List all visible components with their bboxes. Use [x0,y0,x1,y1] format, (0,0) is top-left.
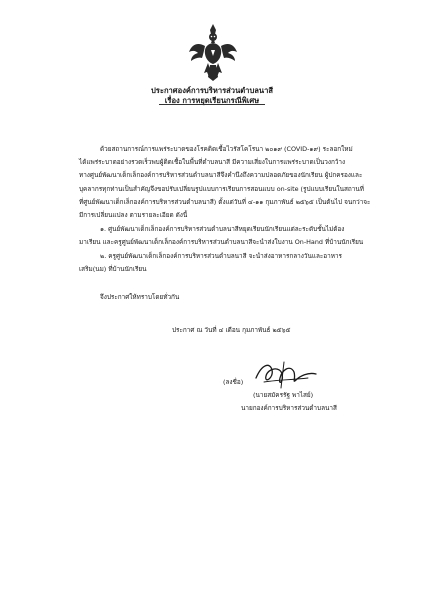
body-line: ได้แพร่ระบาดอย่างรวดเร็วพบผู้ติดเชื้อในพื้นที่ตำบลนาสี มีความเสี่ยงในการแพร่ระบาดเป็นวงกว้าง [79,158,346,166]
list-item-1: ๑. ศูนย์พัฒนาเด็กเล็กองค์การบริหารส่วนตำบลนาสีหยุดเรียนนักเรียนแต่ละระดับชั้นไม่ต้อง [100,225,345,233]
body-line: ที่ศูนย์พัฒนาเด็กเล็กองค์การบริหารส่วนตำบลนาสี) ตั้งแต่วันที่ ๔-๑๑ กุมภาพันธ์ ๒๕๖๕ เป็นต้นไป จนกว่าจะ [79,198,371,206]
list-item-1-cont: มาเรียน และครูศูนย์พัฒนาเด็กเล็กองค์การบริหารส่วนตำบลนาสีจะนำส่งใบงาน On-Hand ที่บ้านนักเรียน [79,238,364,246]
signature [250,358,322,390]
body-line: บุคลากรทุกท่านเป็นสำคัญจึงขอปรับเปลี่ยนรูปแบบการเรียนการสอนแบบ on-site (รูปแบบเรียนในสถานที่ [79,185,364,193]
garuda-emblem [188,22,238,82]
signed-label: (ลงชื่อ) [223,378,244,386]
closing-line: จึงประกาศให้ทราบโดยทั่วกัน [100,293,180,301]
body-line: ด้วยสถานการณ์การแพร่ระบาดของโรคติดเชื้อไวรัสโคโรนา ๒๐๑๙ (COVID-๑๙) ระลอกใหม่ [100,145,353,153]
body-line: ทางศูนย์พัฒนาเด็กเล็กองค์การบริหารส่วนตำบลนาสีจึงคำนึงถึงความปลอดภัยของนักเรียน ผู้ปกครองและ [79,171,363,179]
list-item-2-cont: เสริม(นม) ที่บ้านนักเรียน [79,265,147,273]
signer-name: (นายสมัครรัฐ พาไสย์) [253,391,314,399]
announcement-date: ประกาศ ณ วันที่ ๔ เดือน กุมภาพันธ์ ๒๕๖๕ [172,326,291,334]
signer-position: นายกองค์การบริหารส่วนตำบลนาสี [241,404,337,412]
list-item-2: ๒. ครูศูนย์พัฒนาเด็กเล็กองค์การบริหารส่วนตำบลนาสี จะนำส่งอาหารกลางวันและอาหาร [100,252,342,260]
announcement-title: ประกาศองค์การบริหารส่วนตำบลนาสี [150,86,274,95]
title-divider [159,104,265,105]
announcement-subject: เรื่อง การหยุดเรียนกรณีพิเศษ [164,96,260,105]
body-line: มีการเปลี่ยนแปลง ตามรายละเอียด ดังนี้ [79,211,188,219]
